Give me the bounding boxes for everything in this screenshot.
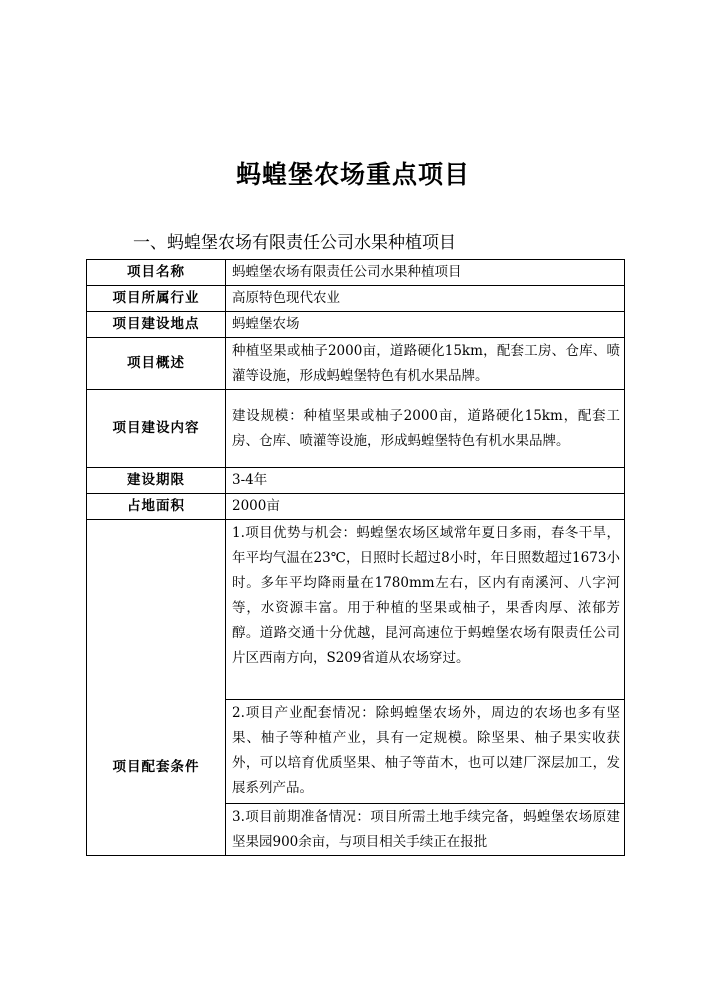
row-label: 项目概述 — [87, 338, 226, 390]
row-label: 项目名称 — [87, 260, 226, 286]
row-value: 蚂蝗堡农场 — [226, 312, 625, 338]
table-row — [87, 390, 625, 468]
table-row — [87, 494, 625, 520]
condition-item: 2.项目产业配套情况：除蚂蝗堡农场外，周边的农场也多有坚果、柚子等种植产业，具有一定规模。除坚果、柚子果实收获外，可以培育优质坚果、柚子等苗木，也可以建厂深层加工，发展系列产品。 — [226, 700, 625, 804]
table-row — [87, 338, 625, 390]
row-label: 项目所属行业 — [87, 286, 226, 312]
row-label: 占地面积 — [87, 494, 226, 520]
row-value: 高原特色现代农业 — [226, 286, 625, 312]
table-row — [87, 286, 625, 312]
project-info-table — [86, 259, 625, 856]
table-row — [87, 312, 625, 338]
page-title: 蚂蝗堡农场重点项目 — [235, 160, 470, 189]
row-value: 3-4年 — [226, 468, 625, 494]
row-value: 蚂蝗堡农场有限责任公司水果种植项目 — [226, 260, 625, 286]
row-label: 项目建设内容 — [87, 390, 226, 468]
row-label: 项目建设地点 — [87, 312, 226, 338]
row-label: 建设期限 — [87, 468, 226, 494]
row-value: 种植坚果或柚子2000亩，道路硬化15km，配套工房、仓库、喷灌等设施，形成蚂蝗堡特色有机水果品牌。 — [226, 338, 625, 390]
condition-item: 1.项目优势与机会：蚂蝗堡农场区域常年夏日多雨，春冬干旱，年平均气温在23℃，日照时长超过8小时，年日照数超过1673小时。多年平均降雨量在1780mm左右，区内有南溪河、八字河等，水资源丰富。用于种植的坚果或柚子，果香肉厚、浓郁芳醇。道路交通十分优越，昆河高速位于蚂蝗堡农场有限责任公司片区西南方向，S209省道从农场穿过。 — [226, 520, 625, 700]
row-label: 项目配套条件 — [87, 520, 226, 856]
section-heading: 一、蚂蝗堡农场有限责任公司水果种植项目 — [133, 233, 456, 253]
table-row — [87, 520, 625, 700]
condition-item: 3.项目前期准备情况：项目所需土地手续完备，蚂蝗堡农场原建坚果园900余亩，与项目相关手续正在报批 — [226, 804, 625, 856]
table-row — [87, 260, 625, 286]
table-row — [87, 468, 625, 494]
row-value: 建设规模：种植坚果或柚子2000亩，道路硬化15km，配套工房、仓库、喷灌等设施，形成蚂蝗堡特色有机水果品牌。 — [226, 390, 625, 468]
row-value: 2000亩 — [226, 494, 625, 520]
